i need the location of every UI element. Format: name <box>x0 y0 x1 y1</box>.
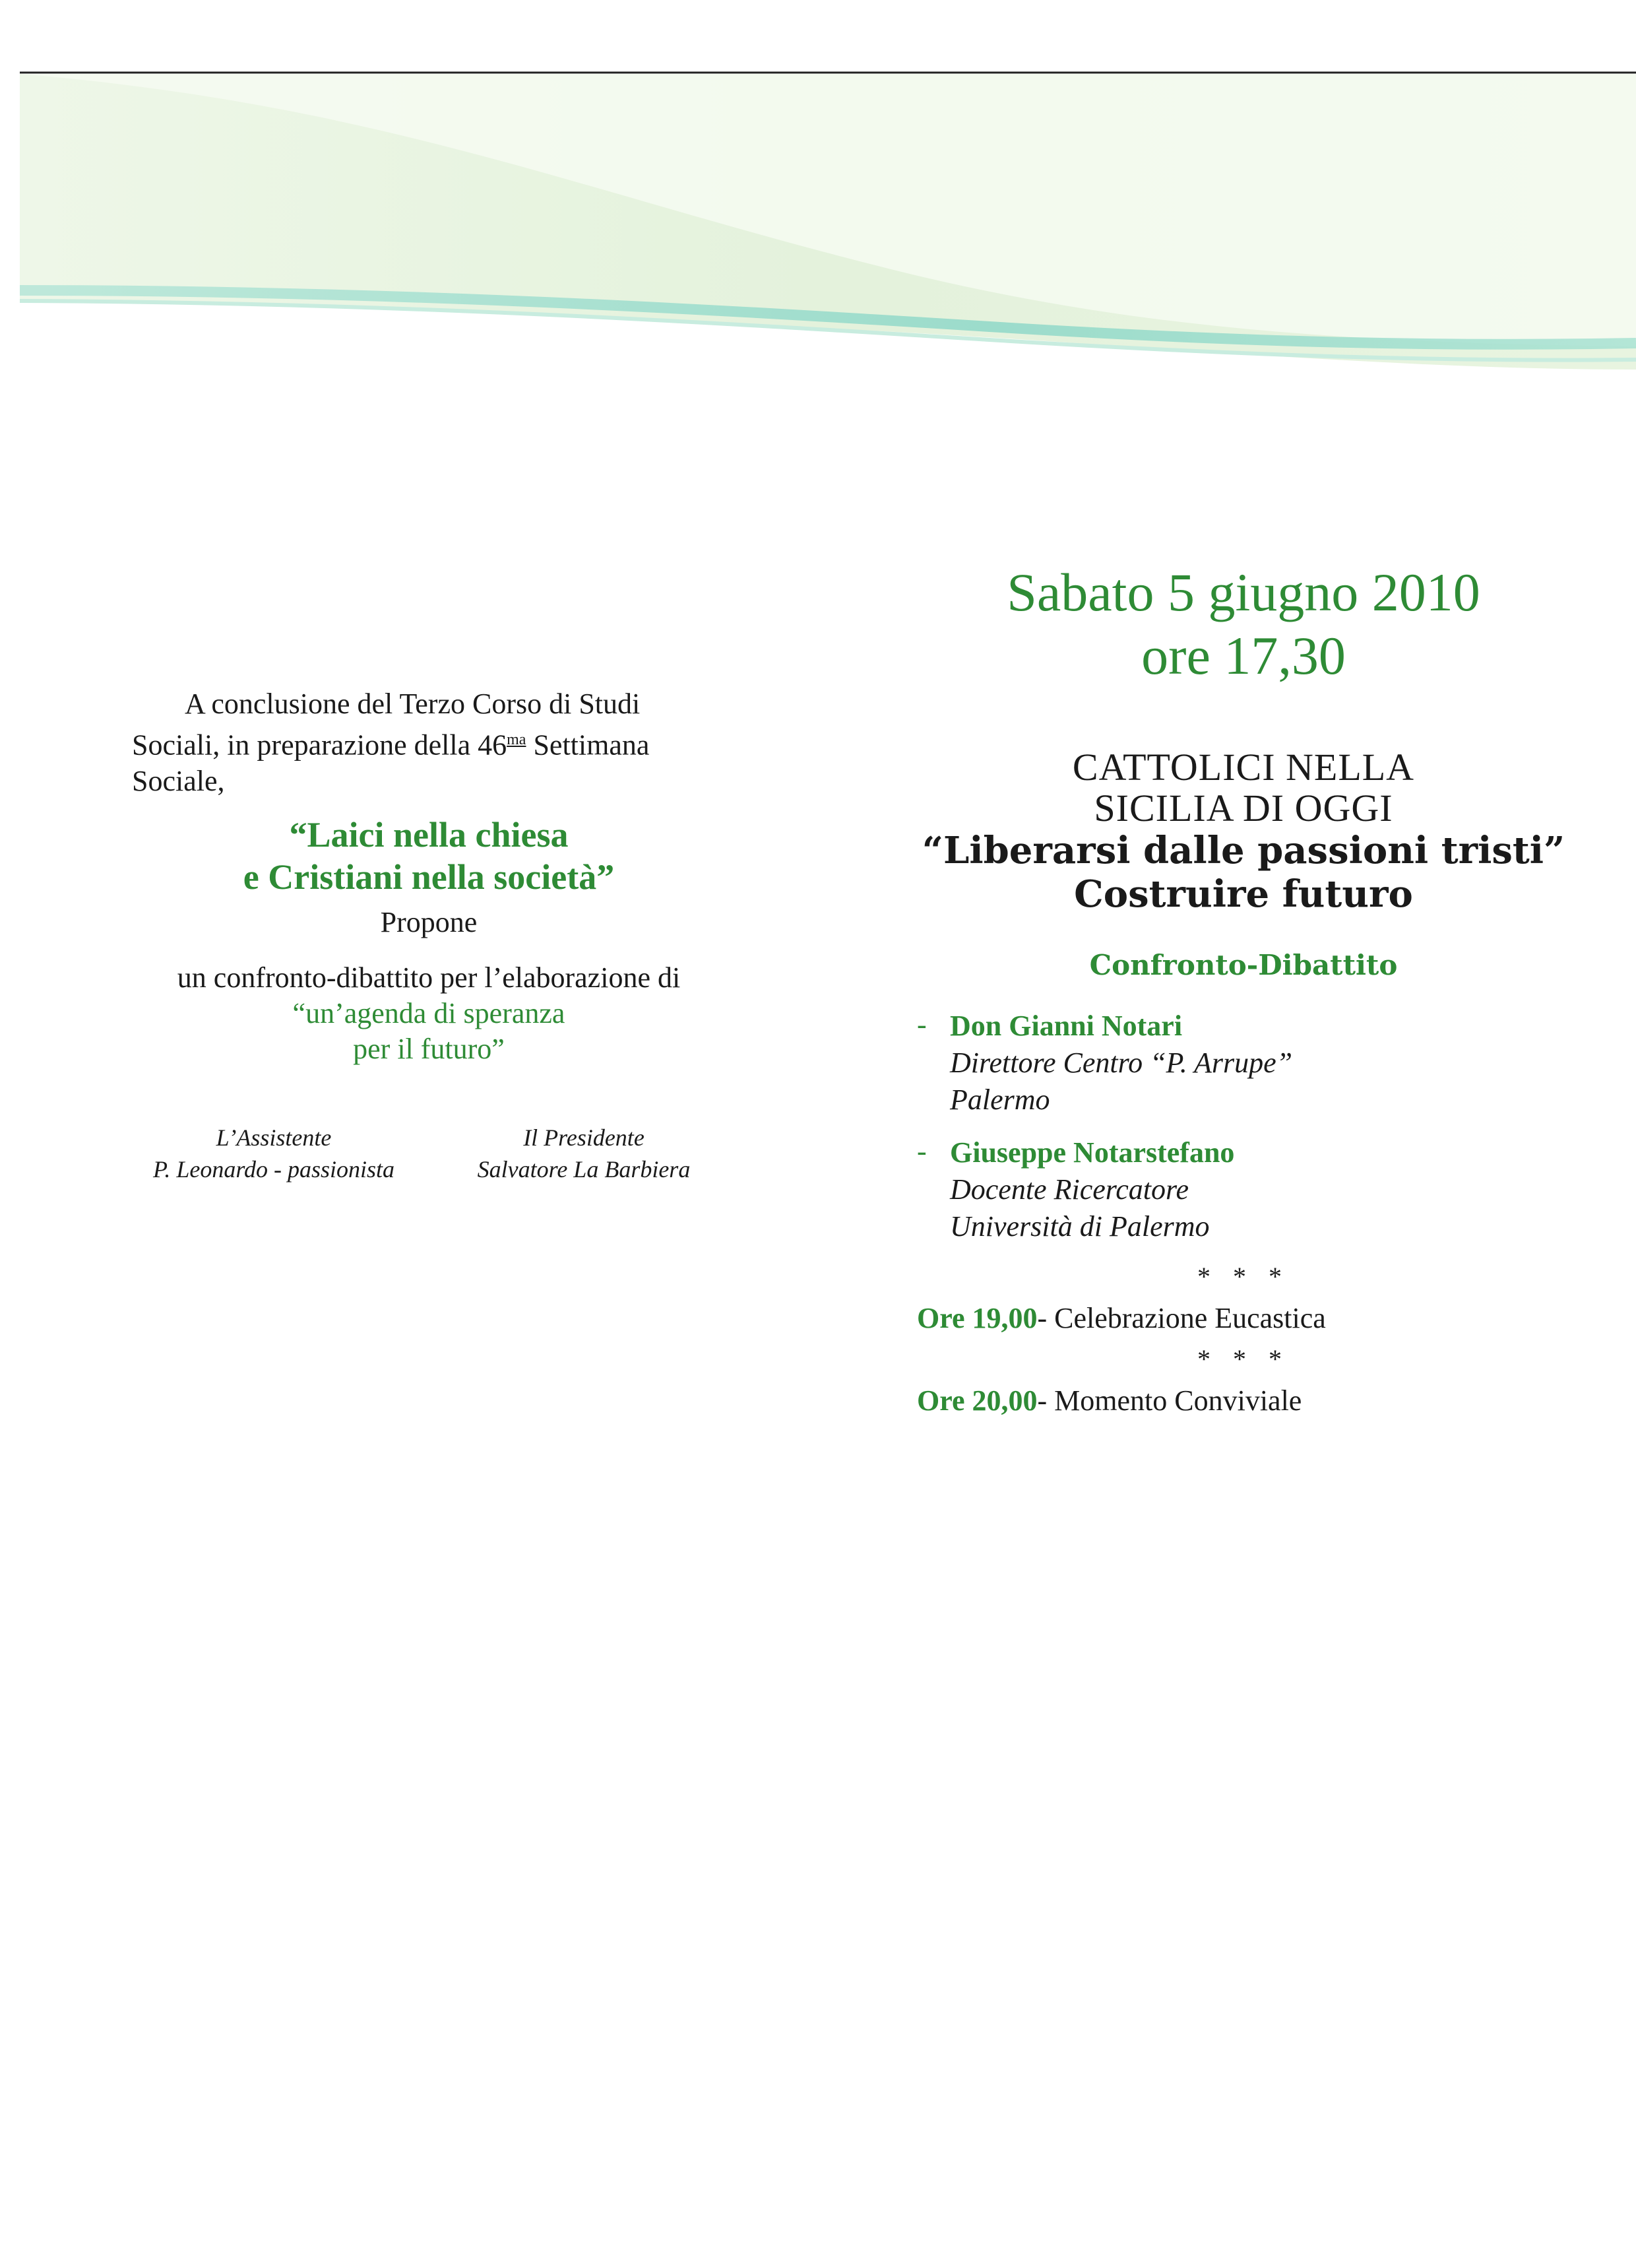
decorative-wave-band <box>0 0 1636 409</box>
intro-line-2-pre: Sociali, in preparazione della 46 <box>132 729 507 761</box>
signature-assistant <box>119 1122 429 1185</box>
agenda-line-2: per il futuro” <box>353 1032 505 1065</box>
agenda-line-1: “un’agenda di speranza <box>292 996 565 1029</box>
president-role: Il Presidente <box>523 1124 645 1151</box>
event-item <box>917 1299 1570 1338</box>
debate-text: un confronto-dibattito per l’elaborazione di <box>177 961 681 994</box>
intro-superscript: ma <box>507 731 526 748</box>
event-item-time: Ore 19,00 <box>917 1302 1038 1334</box>
separator-stars: * * * <box>1197 1262 1290 1291</box>
course-title <box>119 814 739 898</box>
event-item-label: - Momento Conviviale <box>1037 1384 1302 1417</box>
intro-line-3: Sociale, <box>132 764 225 797</box>
dash-bullet: - <box>917 1135 927 1167</box>
event-title-block <box>917 747 1570 916</box>
dash-bullet: - <box>917 1008 927 1041</box>
intro-line-2-post: Settimana <box>526 729 650 761</box>
speaker-item <box>917 1008 1570 1118</box>
event-item <box>917 1381 1570 1421</box>
debate-label: Confronto-Dibattito <box>1089 949 1398 981</box>
assistant-name: P. Leonardo - passionista <box>152 1156 395 1183</box>
speaker-role: Direttore Centro “P. Arrupe” <box>950 1047 1293 1079</box>
intro-paragraph <box>132 686 726 799</box>
title-line-2: SICILIA DI OGGI <box>1094 787 1393 829</box>
speakers-list <box>917 1008 1570 1245</box>
subtitle-line-1: “Liberarsi dalle passioni tristi” <box>922 829 1565 872</box>
signature-president <box>429 1122 739 1185</box>
separator-stars: * * * <box>1197 1344 1290 1374</box>
assistant-role: L’Assistente <box>216 1124 332 1151</box>
speaker-name: Don Gianni Notari <box>950 1010 1183 1042</box>
course-title-line-2: e Cristiani nella società” <box>243 857 615 897</box>
signatures <box>119 1122 739 1185</box>
speaker-role: Docente Ricercatore <box>950 1173 1189 1206</box>
agenda-quote <box>119 996 739 1067</box>
course-title-line-1: “Laici nella chiesa <box>289 814 569 855</box>
president-name: Salvatore La Barbiera <box>477 1156 691 1183</box>
event-date: Sabato 5 giugno 2010 <box>1007 562 1480 622</box>
speaker-location: Palermo <box>950 1084 1050 1116</box>
event-item-label: - Celebrazione Eucastica <box>1037 1302 1326 1334</box>
propone-text: Propone <box>380 905 478 938</box>
event-date-block <box>917 561 1570 688</box>
event-time: ore 17,30 <box>1141 626 1346 686</box>
title-line-1: CATTOLICI NELLA <box>1072 746 1415 789</box>
intro-line-1: A conclusione del Terzo Corso di Studi <box>185 688 641 720</box>
speaker-name: Giuseppe Notarstefano <box>950 1136 1235 1169</box>
event-item-time: Ore 20,00 <box>917 1384 1038 1417</box>
subtitle-line-2: Costruire futuro <box>1074 872 1413 916</box>
speaker-item <box>917 1134 1570 1245</box>
right-panel <box>917 561 1570 1421</box>
left-panel <box>119 686 739 1067</box>
speaker-location: Università di Palermo <box>950 1210 1210 1243</box>
